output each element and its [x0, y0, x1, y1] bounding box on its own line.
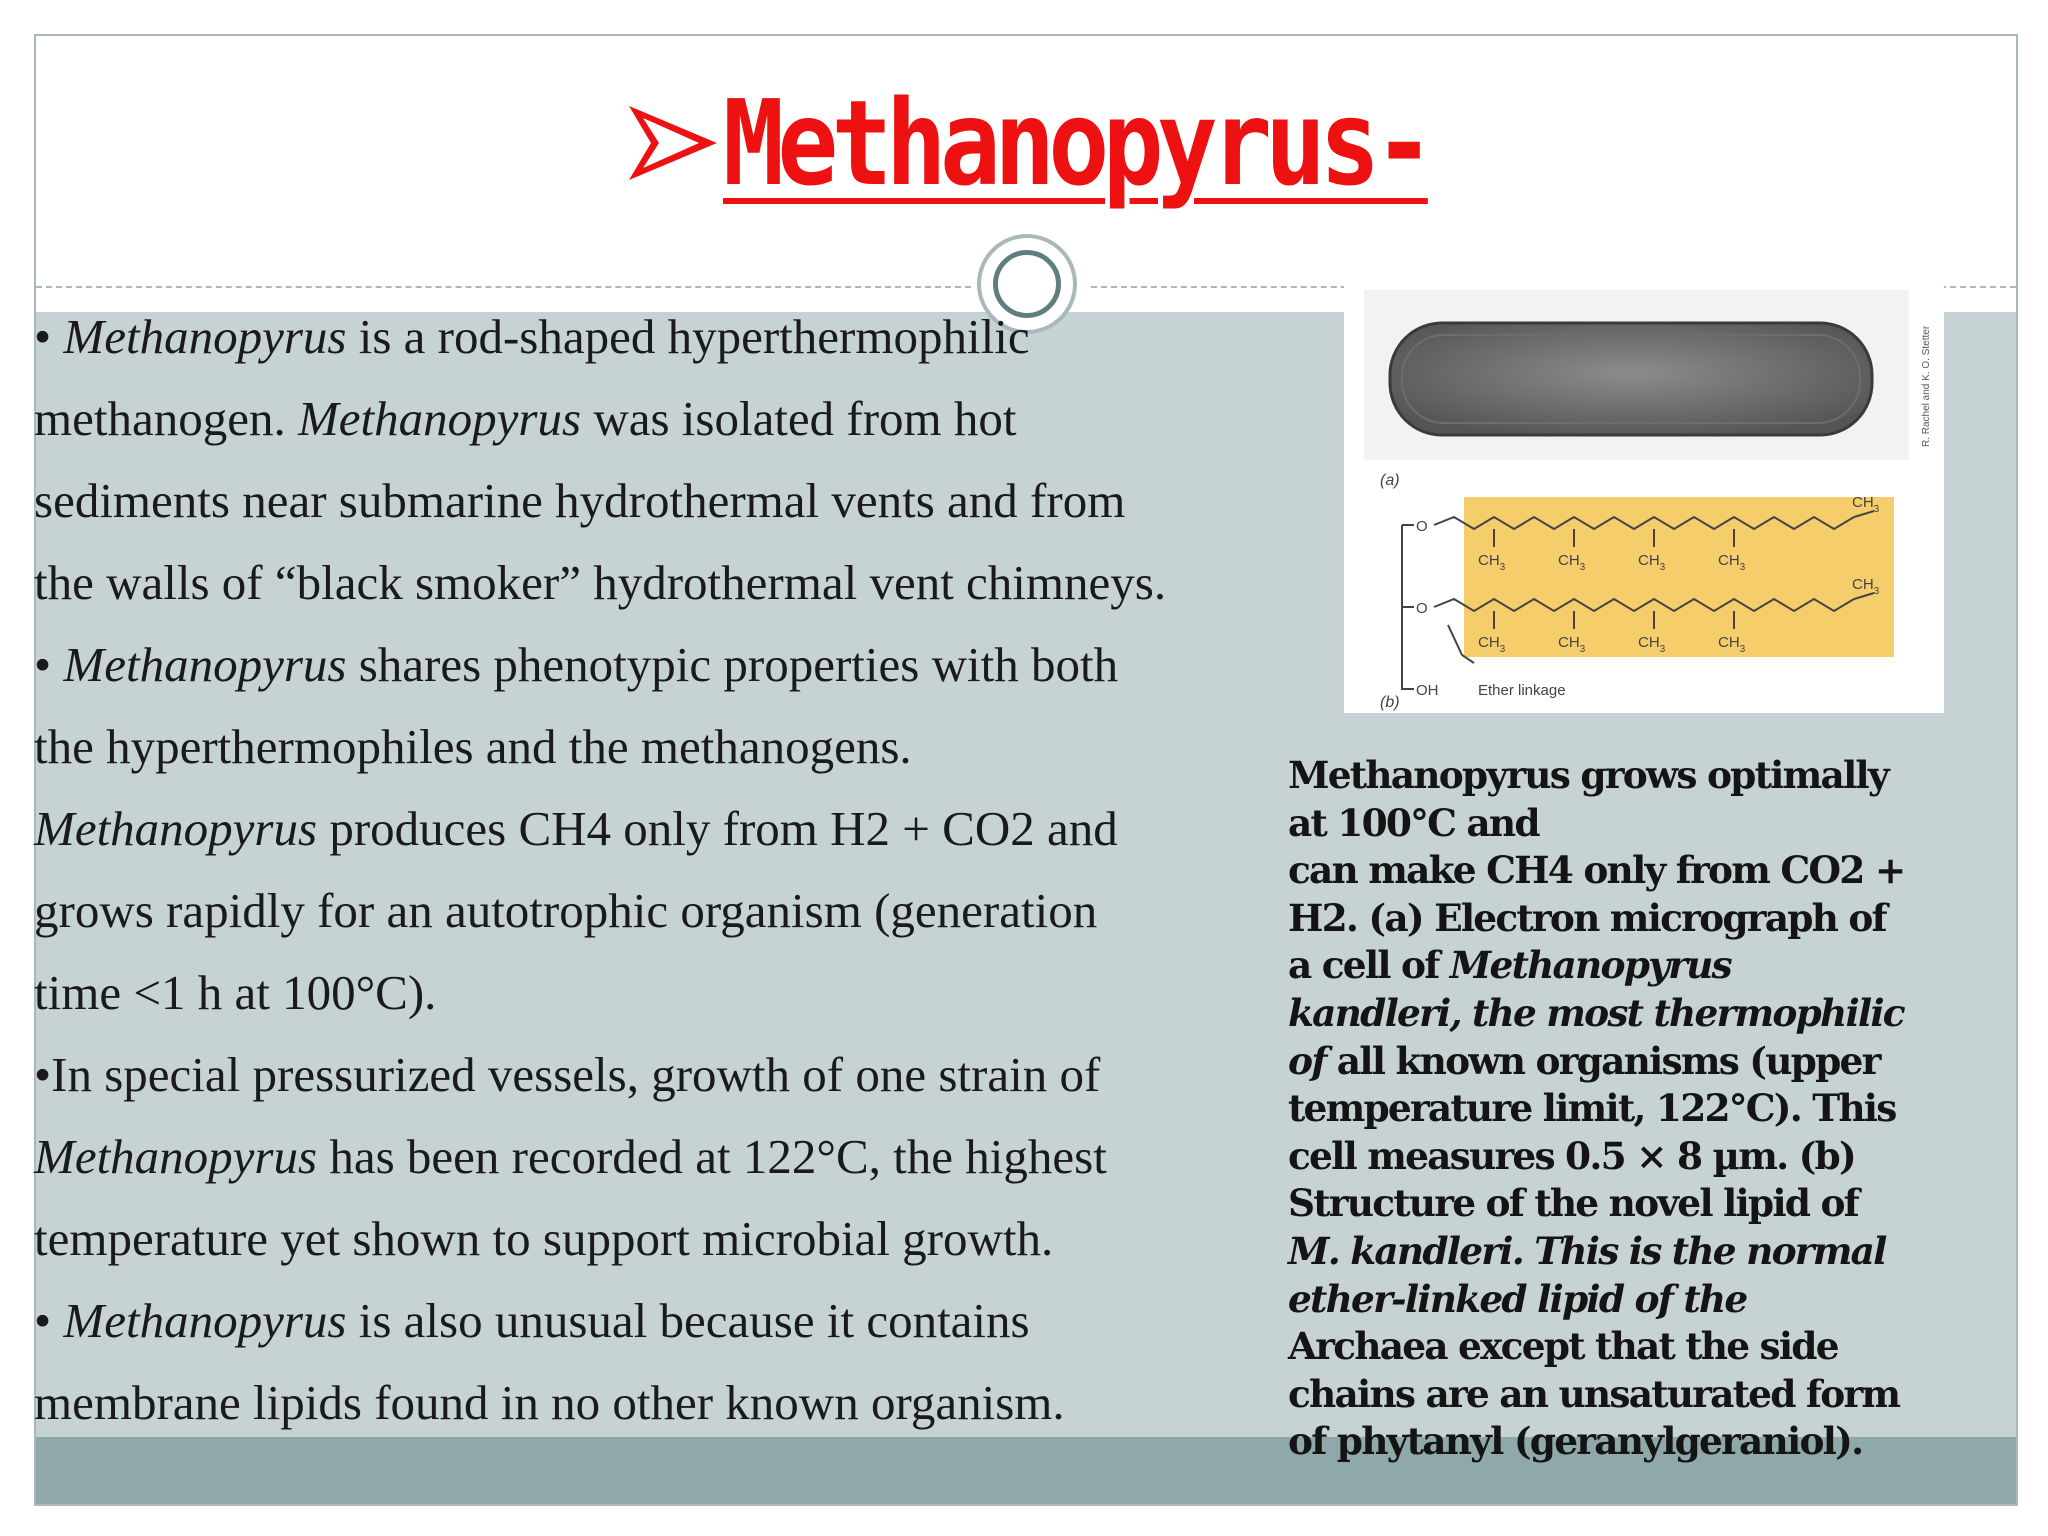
- methyl-label: $CH_3$: [1478, 634, 1506, 655]
- caption-line: Methanopyrus grows optimally: [1288, 753, 1888, 797]
- text-line: [34, 378, 1334, 460]
- text-line: [34, 624, 1334, 706]
- caption-line: [1288, 942, 1958, 990]
- methyl-label: $CH_3$: [1638, 634, 1666, 655]
- caption-line: [1288, 1038, 1958, 1086]
- caption-italic: Methanopyrus: [1449, 943, 1731, 988]
- caption-span: a cell of: [1288, 943, 1450, 988]
- genus-name: Methanopyrus: [34, 801, 318, 856]
- caption-line: can make CH4 only from CO2 +: [1288, 848, 1905, 893]
- text-line: grows rapidly for an autotrophic organism (generation: [34, 883, 1098, 938]
- ether-linkage-label: Ether linkage: [1478, 682, 1566, 699]
- text-line: sediments near submarine hydrothermal vents and from: [34, 473, 1126, 528]
- bullet-paragraph-3: [34, 1034, 1334, 1280]
- text-span: produces CH4 only from H2 + CO2 and: [317, 801, 1118, 856]
- text-line: [34, 1116, 1334, 1198]
- text-line: [34, 296, 1334, 378]
- methyl-label: $CH_3$: [1558, 634, 1586, 655]
- caption-line: [1288, 1276, 1958, 1324]
- bullet-dot: •: [34, 1047, 52, 1102]
- figure-micrograph-lipid: [1344, 285, 1944, 713]
- caption-line: chains are an unsaturated form: [1288, 1371, 1900, 1416]
- text-span: is also unusual because it contains: [346, 1293, 1030, 1348]
- caption-line: Structure of the novel lipid of: [1288, 1181, 1859, 1226]
- bullet-dot: •: [34, 1293, 64, 1348]
- methyl-label: $CH_3$: [1718, 552, 1746, 573]
- text-span: methanogen.: [34, 391, 298, 446]
- bullet-dot: •: [34, 309, 64, 364]
- header-divider-left: [36, 286, 971, 288]
- text-span: was isolated from hot: [581, 391, 1017, 446]
- text-line: the hyperthermophiles and the methanogens.: [34, 719, 912, 774]
- caption-line: at 100°C and: [1288, 800, 1539, 845]
- caption-italic: kandleri, the most thermophilic: [1288, 990, 1904, 1035]
- text-line: temperature yet shown to support microbial growth.: [34, 1211, 1054, 1266]
- methyl-label: $CH_3$: [1478, 552, 1506, 573]
- caption-line: H2. (a) Electron micrograph of: [1288, 895, 1886, 940]
- body-text: [34, 296, 1334, 1444]
- bullet-paragraph-4: [34, 1280, 1334, 1444]
- text-line: time <1 h at 100°C).: [34, 965, 437, 1020]
- caption-line: Archaea except that the side: [1288, 1324, 1838, 1369]
- bullet-paragraph-2: [34, 624, 1334, 1034]
- figure-credit: R. Rachel and K. O. Stetter: [1921, 325, 1932, 447]
- text-span: In special pressurized vessels, growth of one strain of: [51, 1047, 1101, 1102]
- text-span: shares phenotypic properties with both: [346, 637, 1119, 692]
- caption-line: temperature limit, 122°C). This: [1288, 1086, 1896, 1131]
- genus-name: Methanopyrus: [297, 391, 582, 446]
- methyl-label: $CH_3$: [1852, 494, 1880, 515]
- genus-name: Methanopyrus: [63, 1293, 347, 1348]
- caption-span: all known organisms (upper: [1325, 1038, 1880, 1083]
- caption-italic: ether-linked lipid of the: [1288, 1276, 1747, 1321]
- caption-line: cell measures 0.5 × 8 µm. (b): [1288, 1133, 1855, 1178]
- figure-label-b: (b): [1380, 694, 1400, 711]
- caption-line: of phytanyl (geranylgeraniol).: [1288, 1419, 1863, 1464]
- text-span: has been recorded at 122°C, the highest: [317, 1129, 1107, 1184]
- text-line: the walls of “black smoker” hydrothermal vent chimneys.: [34, 555, 1167, 610]
- bullet-paragraph-1: [34, 296, 1334, 624]
- text-line: [34, 1280, 1334, 1362]
- methyl-label: $CH_3$: [1852, 576, 1880, 597]
- text-span: is a rod-shaped hyperthermophilic: [346, 309, 1030, 364]
- caption-line: [1288, 990, 1958, 1038]
- bullet-dot: •: [34, 637, 64, 692]
- hydroxyl-label: OH: [1416, 682, 1439, 699]
- methyl-label: $CH_3$: [1558, 552, 1586, 573]
- title-text: Methanopyrus-: [723, 74, 1429, 212]
- caption-italic: of: [1288, 1038, 1326, 1083]
- figure-label-a: (a): [1380, 472, 1400, 489]
- genus-name: Methanopyrus: [34, 1129, 318, 1184]
- text-line: membrane lipids found in no other known organism.: [34, 1375, 1065, 1430]
- figure-caption: [1288, 752, 1958, 1466]
- oxygen-label: O: [1416, 600, 1428, 617]
- genus-name: Methanopyrus: [63, 637, 347, 692]
- methyl-label: $CH_3$: [1638, 552, 1666, 573]
- caption-italic: M. kandleri. This is the normal: [1288, 1228, 1886, 1273]
- caption-line: [1288, 1228, 1958, 1276]
- oxygen-label: O: [1416, 518, 1428, 535]
- text-line: [34, 1034, 1334, 1116]
- genus-name: Methanopyrus: [63, 309, 347, 364]
- text-line: [34, 788, 1334, 870]
- methyl-label: $CH_3$: [1718, 634, 1746, 655]
- arrow-bullet-icon: [629, 106, 717, 180]
- electron-micrograph: [1364, 290, 1909, 460]
- slide-title: [36, 74, 2016, 212]
